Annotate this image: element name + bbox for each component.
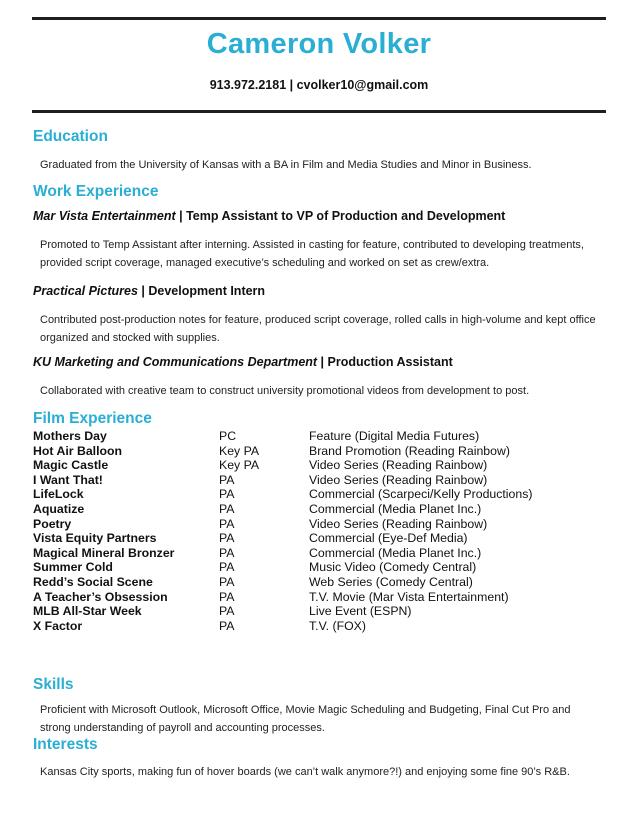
film-role: PA (219, 531, 235, 546)
job-company: KU Marketing and Communications Department (33, 355, 318, 369)
film-heading: Film Experience (33, 410, 152, 427)
film-row (33, 531, 593, 546)
education-heading: Education (33, 128, 108, 145)
film-description: Commercial (Scarpeci/Kelly Productions) (309, 487, 533, 502)
film-role: PC (219, 429, 237, 443)
film-description: Music Video (Comedy Central) (309, 560, 477, 575)
job-role: | Development Intern (137, 284, 266, 298)
film-role: PA (219, 589, 235, 604)
film-row (33, 546, 593, 561)
film-title: Magic Castle (33, 458, 109, 473)
film-title: Aquatize (33, 501, 85, 516)
film-role: PA (219, 516, 235, 531)
film-row (33, 502, 593, 517)
film-role: PA (219, 545, 235, 560)
film-role: PA (219, 487, 235, 502)
film-row (33, 473, 593, 488)
film-title: MLB All-Star Week (33, 604, 142, 619)
film-row (33, 619, 593, 634)
film-title: Vista Equity Partners (33, 531, 157, 546)
film-row (33, 560, 593, 575)
film-row (33, 429, 593, 444)
job-role: | Temp Assistant to VP of Production and Development (175, 209, 506, 223)
skills-heading: Skills (33, 676, 74, 693)
film-row (33, 604, 593, 619)
film-description: Web Series (Comedy Central) (309, 574, 473, 589)
film-description: Video Series (Reading Rainbow) (309, 458, 488, 473)
film-title: X Factor (33, 618, 83, 633)
film-description: Video Series (Reading Rainbow) (309, 472, 488, 487)
job-company: Practical Pictures (33, 284, 138, 298)
film-title: A Teacher’s Obsession (33, 589, 168, 604)
film-role: PA (219, 501, 235, 516)
interests-heading: Interests (33, 736, 98, 753)
film-title: Hot Air Balloon (33, 443, 123, 458)
film-title: Poetry (33, 516, 72, 531)
job-description-1: Promoted to Temp Assistant after interning. Assisted in casting for feature, contributed to developing treatments, provided script coverage, managed executive’s scheduling and worked on set as crew/extra. (40, 239, 584, 269)
job-title-1 (33, 209, 505, 223)
film-description: Brand Promotion (Reading Rainbow) (309, 443, 510, 458)
film-row (33, 487, 593, 502)
job-company: Mar Vista Entertainment (33, 209, 176, 223)
film-title: Redd’s Social Scene (33, 574, 153, 589)
interests-text: Kansas City sports, making fun of hover boards (we can’t walk anymore?!) and enjoying some fine 90’s R&B. (40, 766, 570, 778)
top-rule (32, 17, 606, 20)
film-row (33, 575, 593, 590)
header-rule (32, 110, 606, 113)
film-row (33, 458, 593, 473)
film-title: Summer Cold (33, 560, 113, 575)
film-experience-list (33, 429, 593, 633)
job-title-3 (33, 355, 453, 369)
candidate-name: Cameron Volker (206, 28, 432, 60)
education-text: Graduated from the University of Kansas with a BA in Film and Media Studies and Minor in Business. (40, 159, 532, 171)
work-heading: Work Experience (33, 183, 159, 200)
film-description: Video Series (Reading Rainbow) (309, 516, 488, 531)
film-description: Live Event (ESPN) (309, 604, 412, 619)
skills-text: Proficient with Microsoft Outlook, Microsoft Office, Movie Magic Scheduling and Budgeting, Final Cut Pro and strong understanding of payroll and accounting processes. (40, 704, 571, 734)
job-description-3: Collaborated with creative team to construct university promotional videos from development to post. (40, 385, 530, 397)
film-description: T.V. (FOX) (309, 618, 366, 633)
film-role: Key PA (219, 458, 260, 473)
film-title: LifeLock (33, 487, 84, 502)
film-row (33, 590, 593, 605)
film-description: Commercial (Eye-Def Media) (309, 531, 468, 546)
job-role: | Production Assistant (317, 355, 453, 369)
film-row (33, 444, 593, 459)
film-role: PA (219, 604, 235, 619)
film-description: Feature (Digital Media Futures) (309, 429, 480, 443)
film-role: PA (219, 472, 235, 487)
film-role: PA (219, 574, 235, 589)
film-role: Key PA (219, 443, 260, 458)
film-description: T.V. Movie (Mar Vista Entertainment) (309, 589, 509, 604)
film-description: Commercial (Media Planet Inc.) (309, 545, 482, 560)
film-title: Magical Mineral Bronzer (33, 545, 175, 560)
film-description: Commercial (Media Planet Inc.) (309, 501, 482, 516)
job-title-2 (33, 284, 265, 298)
contact-line: 913.972.2181 | cvolker10@gmail.com (209, 78, 429, 92)
film-role: PA (219, 560, 235, 575)
film-title: Mothers Day (33, 429, 107, 443)
film-title: I Want That! (33, 472, 103, 487)
film-row (33, 517, 593, 532)
film-role: PA (219, 618, 235, 633)
job-description-2: Contributed post-production notes for feature, produced script coverage, rolled calls in high-volume and kept office organized and stocked with supplies. (40, 314, 596, 344)
